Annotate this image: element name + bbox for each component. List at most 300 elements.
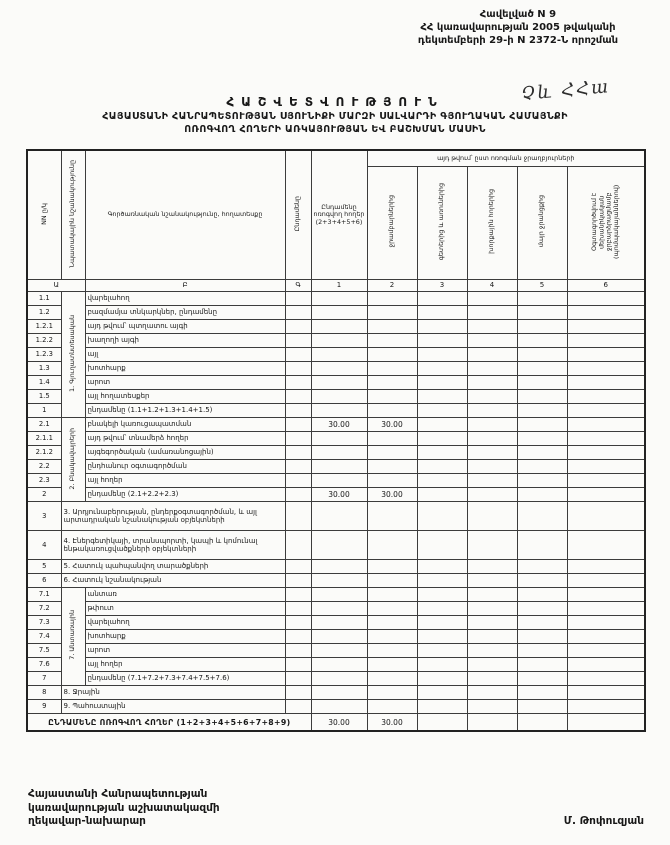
col-header-irrigated-total: Ընդամենը ոռոգվող հողեր (2+3+4+5+6) [311, 150, 367, 279]
cell-source-3 [417, 601, 467, 615]
row-num: 1.2 [27, 305, 61, 319]
cell-total [285, 685, 311, 699]
row-label: 6. Հատուկ նշանակության [61, 573, 285, 587]
cell-source-5 [517, 445, 567, 459]
row-num: 2.2 [27, 459, 61, 473]
cell-source-4 [467, 431, 517, 445]
cell-source-3 [417, 375, 467, 389]
row-label: այդ թվում՝ պտղատու այգի [85, 319, 285, 333]
cell-irrigated-total [311, 459, 367, 473]
cell-source-3 [417, 333, 467, 347]
table-row [27, 601, 645, 615]
table-body [27, 291, 645, 713]
cell-source-5 [517, 671, 567, 685]
cell-source-4 [467, 501, 517, 530]
row-num: 2.1.1 [27, 431, 61, 445]
cell-source-5 [517, 347, 567, 361]
cell-irrigated-total: 30.00 [311, 487, 367, 501]
cell-total [285, 530, 311, 559]
cell-irrigated-total [311, 347, 367, 361]
cell-irrigated-total [311, 473, 367, 487]
cell-source-6 [567, 559, 645, 573]
cell-source-6 [567, 319, 645, 333]
table-row [27, 417, 645, 431]
cell-source-3 [417, 305, 467, 319]
cell-source-2 [367, 459, 417, 473]
cell-source-2 [367, 501, 417, 530]
cell-source-4 [467, 487, 517, 501]
cell-irrigated-total [311, 671, 367, 685]
cell-source-6 [567, 431, 645, 445]
cell-source-3 [417, 473, 467, 487]
grand-total-source-4 [467, 713, 517, 731]
table-row [27, 459, 645, 473]
row-label: ընդամենը (7.1+7.2+7.3+7.4+7.5+7.6) [85, 671, 285, 685]
cell-total [285, 291, 311, 305]
cell-total [285, 657, 311, 671]
cell-source-4 [467, 403, 517, 417]
cell-irrigated-total [311, 403, 367, 417]
row-label: խոտհարք [85, 629, 285, 643]
table-row [27, 615, 645, 629]
cell-source-3 [417, 347, 467, 361]
col-header-nn: NN ը/կ [27, 150, 61, 279]
cell-total [285, 403, 311, 417]
table-row [27, 573, 645, 587]
row-label: ընդամենը (2.1+2.2+2.3) [85, 487, 285, 501]
cell-source-4 [467, 389, 517, 403]
cell-irrigated-total [311, 587, 367, 601]
row-label: այլ հողեր [85, 473, 285, 487]
table-row [27, 699, 645, 713]
cell-total [285, 699, 311, 713]
cell-source-2 [367, 333, 417, 347]
col-header-source-2: ջրամբարներից [367, 166, 417, 279]
table-row [27, 671, 645, 685]
cell-source-5 [517, 305, 567, 319]
cell-source-2: 30.00 [367, 487, 417, 501]
cell-source-6 [567, 347, 645, 361]
cell-irrigated-total [311, 629, 367, 643]
letters-row [27, 279, 645, 291]
cell-irrigated-total [311, 501, 367, 530]
cell-source-3 [417, 699, 467, 713]
cell-source-4 [467, 573, 517, 587]
cell-source-2 [367, 361, 417, 375]
cell-source-2 [367, 375, 417, 389]
cell-source-6 [567, 361, 645, 375]
table-row [27, 530, 645, 559]
cell-total [285, 671, 311, 685]
cell-total [285, 601, 311, 615]
appendix-line-3: դեկտեմբերի 29-ի N 2372-Ն որոշման [417, 35, 618, 46]
cell-source-2 [367, 587, 417, 601]
cell-source-6 [567, 685, 645, 699]
cell-source-4 [467, 657, 517, 671]
row-num: 7.2 [27, 601, 61, 615]
cell-irrigated-total [311, 573, 367, 587]
cell-source-6 [567, 417, 645, 431]
row-num: 2.1.2 [27, 445, 61, 459]
row-num: 9 [27, 699, 61, 713]
cell-irrigated-total [311, 530, 367, 559]
cell-source-5 [517, 473, 567, 487]
cell-total [285, 487, 311, 501]
cell-source-3 [417, 685, 467, 699]
cell-source-6 [567, 375, 645, 389]
column-letter: 5 [517, 279, 567, 291]
cell-source-6 [567, 501, 645, 530]
cell-total [285, 459, 311, 473]
row-label: 4. Էներգետիկայի, տրանսպորտի, կապի և կոմունալ ենթակառուցվածքների օբյեկտների [61, 530, 285, 559]
cell-irrigated-total [311, 657, 367, 671]
group-label: 2. Բնակավայրերի [61, 417, 85, 501]
cell-source-2 [367, 559, 417, 573]
cell-source-4 [467, 291, 517, 305]
grand-total-source-3 [417, 713, 467, 731]
column-letter: Ա [27, 279, 85, 291]
cell-source-2: 30.00 [367, 417, 417, 431]
row-num: 4 [27, 530, 61, 559]
report-title: ՀԱՇՎԵՏՎՈՒԹՅՈՒՆ [226, 95, 444, 109]
cell-source-5 [517, 431, 567, 445]
cell-source-3 [417, 587, 467, 601]
cell-total [285, 559, 311, 573]
title-block [0, 95, 670, 135]
cell-total [285, 347, 311, 361]
cell-source-5 [517, 459, 567, 473]
cell-total [285, 333, 311, 347]
table-row [27, 657, 645, 671]
row-label: բազմամյա տնկարկներ, ընդամենը [85, 305, 285, 319]
cell-irrigated-total [311, 319, 367, 333]
column-letter: 1 [311, 279, 367, 291]
cell-source-4 [467, 333, 517, 347]
cell-source-5 [517, 501, 567, 530]
cell-source-2 [367, 530, 417, 559]
cell-source-2 [367, 319, 417, 333]
column-letter: 2 [367, 279, 417, 291]
cell-source-5 [517, 333, 567, 347]
table-row [27, 319, 645, 333]
cell-source-3 [417, 319, 467, 333]
cell-source-2 [367, 291, 417, 305]
table-row [27, 685, 645, 699]
cell-source-4 [467, 305, 517, 319]
cell-source-6 [567, 305, 645, 319]
row-label: խաղողի այգի [85, 333, 285, 347]
cell-source-5 [517, 375, 567, 389]
row-num: 1.2.3 [27, 347, 61, 361]
cell-source-2 [367, 403, 417, 417]
cell-total [285, 305, 311, 319]
table-row [27, 403, 645, 417]
cell-total [285, 375, 311, 389]
cell-irrigated-total [311, 361, 367, 375]
cell-source-6 [567, 643, 645, 657]
cell-source-6 [567, 389, 645, 403]
cell-source-3 [417, 459, 467, 473]
cell-source-5 [517, 629, 567, 643]
row-label: ընդհանուր օգտագործման [85, 459, 285, 473]
cell-source-6 [567, 671, 645, 685]
cell-source-6 [567, 487, 645, 501]
cell-source-3 [417, 445, 467, 459]
cell-total [285, 431, 311, 445]
column-letter: Բ [85, 279, 285, 291]
cell-irrigated-total [311, 445, 367, 459]
grand-total-irrigated: 30.00 [311, 713, 367, 731]
cell-source-4 [467, 629, 517, 643]
table-row [27, 347, 645, 361]
cell-source-2 [367, 431, 417, 445]
footer-signatory-block [28, 788, 220, 829]
cell-source-3 [417, 643, 467, 657]
cell-source-2 [367, 671, 417, 685]
appendix-block [418, 8, 618, 47]
cell-source-5 [517, 587, 567, 601]
handwritten-note: Չև ՀՀա [520, 76, 611, 105]
cell-source-6 [567, 403, 645, 417]
col-header-source-4: խորքային հորերից [467, 166, 517, 279]
row-num: 2.1 [27, 417, 61, 431]
cell-total [285, 319, 311, 333]
col-header-functional: Գործառնական նշանակությունը, հողատեսքը [85, 150, 285, 279]
cell-source-5 [517, 685, 567, 699]
row-num: 1.5 [27, 389, 61, 403]
cell-source-4 [467, 459, 517, 473]
cell-source-5 [517, 291, 567, 305]
cell-source-2 [367, 305, 417, 319]
cell-source-2 [367, 347, 417, 361]
row-num: 7 [27, 671, 61, 685]
cell-source-4 [467, 559, 517, 573]
cell-source-4 [467, 671, 517, 685]
cell-source-5 [517, 643, 567, 657]
row-num: 1.1 [27, 291, 61, 305]
cell-source-4 [467, 587, 517, 601]
cell-source-6 [567, 657, 645, 671]
cell-source-5 [517, 389, 567, 403]
col-header-purpose: Նպատակային նշանակությունը [61, 150, 85, 279]
cell-source-3 [417, 530, 467, 559]
cell-source-4 [467, 473, 517, 487]
cell-source-4 [467, 347, 517, 361]
cell-source-3 [417, 657, 467, 671]
row-num: 1.3 [27, 361, 61, 375]
cell-source-6 [567, 459, 645, 473]
cell-source-6 [567, 601, 645, 615]
cell-source-4 [467, 361, 517, 375]
cell-source-2 [367, 601, 417, 615]
cell-total [285, 573, 311, 587]
cell-source-4 [467, 530, 517, 559]
row-label: խոտհարք [85, 361, 285, 375]
table-row [27, 445, 645, 459]
row-label: 9. Պահուստային [61, 699, 285, 713]
row-label: 8. Ջրային [61, 685, 285, 699]
cell-total [285, 643, 311, 657]
cell-source-5 [517, 657, 567, 671]
table-row [27, 389, 645, 403]
footer-line-2: կառավարության աշխատակազմի [28, 801, 220, 814]
table-row [27, 375, 645, 389]
cell-source-3 [417, 431, 467, 445]
table-row [27, 333, 645, 347]
row-label: այլ [85, 347, 285, 361]
table-row [27, 473, 645, 487]
cell-source-2 [367, 573, 417, 587]
row-num: 1.2.2 [27, 333, 61, 347]
cell-source-3 [417, 559, 467, 573]
row-label: վարելահող [85, 291, 285, 305]
cell-source-3 [417, 291, 467, 305]
row-label: բնակելի կառուցապատման [85, 417, 285, 431]
cell-total [285, 417, 311, 431]
cell-source-4 [467, 615, 517, 629]
cell-source-3 [417, 417, 467, 431]
row-label: այլ հողեր [85, 657, 285, 671]
row-label: արոտ [85, 643, 285, 657]
row-label: այդ թվում՝ տնամերձ հողեր [85, 431, 285, 445]
row-num: 1.4 [27, 375, 61, 389]
row-label: արոտ [85, 375, 285, 389]
cell-source-6 [567, 699, 645, 713]
row-label: այգեգործական (ամառանոցային) [85, 445, 285, 459]
table-row [27, 361, 645, 375]
row-num: 2.3 [27, 473, 61, 487]
cell-total [285, 473, 311, 487]
footer-line-3: ղեկավար-նախարար [28, 815, 146, 828]
group-label: 1. Գյուղատնտեսական [61, 291, 85, 417]
cell-source-2 [367, 699, 417, 713]
cell-irrigated-total [311, 389, 367, 403]
cell-source-4 [467, 643, 517, 657]
row-label: 5. Հատուկ պահպանվող տարածքների [61, 559, 285, 573]
col-group-irrigation-sources: այդ թվում՝ ըստ ոռոգման ջրաղբյուրների [367, 150, 645, 166]
row-num: 1.2.1 [27, 319, 61, 333]
column-letter: 4 [467, 279, 517, 291]
appendix-line-2: ՀՀ կառավարության 2005 թվականի [420, 22, 616, 33]
table-row [27, 431, 645, 445]
cell-irrigated-total [311, 333, 367, 347]
cell-source-2 [367, 643, 417, 657]
cell-irrigated-total [311, 643, 367, 657]
cell-source-4 [467, 685, 517, 699]
grand-total-row [27, 713, 645, 731]
cell-source-5 [517, 361, 567, 375]
grand-total-source-6 [567, 713, 645, 731]
col-header-source-6: Օգտագործվում է մեխանիկական ջրբարձրացմամբ (պոմպակայաններով) [567, 166, 645, 279]
cell-source-3 [417, 629, 467, 643]
cell-source-2 [367, 445, 417, 459]
cell-source-2 [367, 389, 417, 403]
table-row [27, 487, 645, 501]
cell-source-4 [467, 417, 517, 431]
row-num: 7.3 [27, 615, 61, 629]
cell-total [285, 587, 311, 601]
table-row [27, 629, 645, 643]
row-num: 7.4 [27, 629, 61, 643]
cell-source-5 [517, 699, 567, 713]
cell-source-2 [367, 615, 417, 629]
cell-source-4 [467, 445, 517, 459]
row-label: ընդամենը (1.1+1.2+1.3+1.4+1.5) [85, 403, 285, 417]
row-num: 2 [27, 487, 61, 501]
cell-source-4 [467, 319, 517, 333]
cell-source-4 [467, 699, 517, 713]
cell-total [285, 501, 311, 530]
cell-source-3 [417, 671, 467, 685]
row-num: 7.5 [27, 643, 61, 657]
cell-total [285, 361, 311, 375]
row-num: 1 [27, 403, 61, 417]
cell-source-5 [517, 403, 567, 417]
cell-source-6 [567, 629, 645, 643]
cell-irrigated-total [311, 615, 367, 629]
table-row [27, 501, 645, 530]
row-num: 5 [27, 559, 61, 573]
cell-source-5 [517, 601, 567, 615]
cell-source-6 [567, 530, 645, 559]
cell-source-5 [517, 487, 567, 501]
cell-source-6 [567, 473, 645, 487]
cell-source-5 [517, 559, 567, 573]
cell-source-2 [367, 473, 417, 487]
column-letter: Գ [285, 279, 311, 291]
grand-total-source-2: 30.00 [367, 713, 417, 731]
cell-source-2 [367, 657, 417, 671]
cell-irrigated-total [311, 431, 367, 445]
group-label: 7. Անտառային [61, 587, 85, 685]
cell-source-3 [417, 615, 467, 629]
cell-irrigated-total [311, 601, 367, 615]
cell-source-5 [517, 573, 567, 587]
row-label: այլ հողատեսքեր [85, 389, 285, 403]
row-num: 3 [27, 501, 61, 530]
cell-source-5 [517, 417, 567, 431]
table-row [27, 559, 645, 573]
table-row [27, 643, 645, 657]
cell-total [285, 615, 311, 629]
cell-irrigated-total [311, 685, 367, 699]
col-header-source-5: մայր ջրանցքից [517, 166, 567, 279]
cell-irrigated-total [311, 291, 367, 305]
table-row [27, 305, 645, 319]
cell-irrigated-total [311, 305, 367, 319]
cell-source-5 [517, 319, 567, 333]
cell-source-2 [367, 629, 417, 643]
grand-total-source-5 [517, 713, 567, 731]
grand-total-label: ԸՆԴԱՄԵՆԸ ՈՌՈԳՎՈՂ ՀՈՂԵՐ (1+2+3+4+5+6+7+8+9) [27, 713, 311, 731]
report-table [26, 149, 646, 732]
cell-source-4 [467, 601, 517, 615]
cell-irrigated-total [311, 559, 367, 573]
cell-source-4 [467, 375, 517, 389]
cell-irrigated-total [311, 699, 367, 713]
column-letter: 3 [417, 279, 467, 291]
row-num: 7.6 [27, 657, 61, 671]
cell-source-2 [367, 685, 417, 699]
row-num: 6 [27, 573, 61, 587]
cell-source-6 [567, 587, 645, 601]
cell-source-6 [567, 333, 645, 347]
cell-irrigated-total [311, 375, 367, 389]
cell-source-3 [417, 389, 467, 403]
cell-total [285, 629, 311, 643]
cell-source-3 [417, 361, 467, 375]
row-num: 7.1 [27, 587, 61, 601]
